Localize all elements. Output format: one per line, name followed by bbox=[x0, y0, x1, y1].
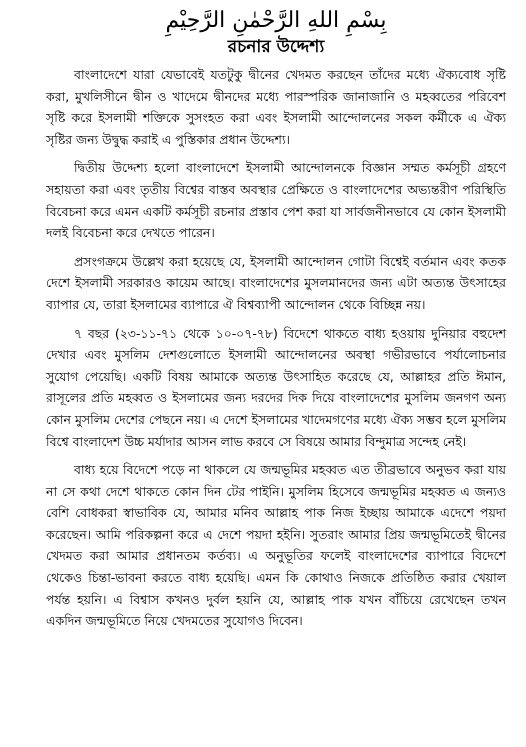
paragraph-3: প্রসংগক্রমে উল্লেখ করা হয়েছে যে, ইসলামী আন্দোলন গোটা বিশ্বেই বর্তমান এবং কতক দেশে ইসলামী সরকারও কায়েম আছে। বাংলাদেশের মুসলমানদের জন্য এটা অত্যন্ত উৎসাহের ব্যাপার যে, তারা ইসলামের ব্যাপারে ঐ বিশ্বব্যাপী আন্দোলন থেকে বিচ্ছিন্ন নয়। bbox=[46, 253, 506, 312]
bismillah-heading: بِسْمِ اللهِ الرَّحْمٰنِ الرَّحِيْمِ bbox=[165, 8, 387, 33]
paragraph-4: ৭ বছর (২৩-১১-৭১ থেকে ১০-০৭-৭৮) বিদেশে থাকতে বাধ্য হওয়ায় দুনিয়ার বহুদেশ দেখার এবং মুসলিম দেশগুলোতে ইসলামী আন্দোলনের অবস্থা গভীরভাবে পর্যালোচনার সুযোগ পেয়েছি। একটি বিষয় আমাকে অত্যন্ত উৎসাহিত করেছে যে, আল্লাহর প্রতি ঈমান, রাসূলের প্রতি মহব্বত ও ইসলামের জন্য দরদের দিক দিয়ে বাংলাদেশের মুসলিম জনগণ অন্য কোন মুসলিম দেশের পেছনে নয়। এ দেশে ইসলামের খাদেমগণের মধ্যে ঐক্য সম্ভব হলে মুসলিম বিশ্বে বাংলাদেশ উচ্চ মর্যাদার আসন লাভ করবে সে বিষয়ে আমার বিন্দুমাত্র সন্দেহ নেই। bbox=[46, 325, 506, 449]
paragraph-2: দ্বিতীয় উদ্দেশ্য হলো বাংলাদেশে ইসলামী আন্দোলনকে বিজ্ঞান সম্মত কর্মসূচী গ্রহণে সহায়তা করা এবং তৃতীয় বিশ্বের বাস্তব অবস্থার প্রেক্ষিতে ও বাংলাদেশের অভ্যন্তরীণ পরিস্থিতি বিবেচনা করে এমন একটি কর্মসূচী রচনার প্রস্তাব পেশ করা যা সার্বজনীনভাবে যে কোন ইসলামী দলই বিবেচনা করে দেখতে পারেন। bbox=[46, 160, 506, 241]
page-title: রচনার উদ্দেশ্য bbox=[227, 37, 325, 57]
paragraph-1: বাংলাদেশে যারা যেভাবেই যতটুকু দ্বীনের খেদমত করছেন তাঁদের মধ্যে ঐক্যবোধ সৃষ্টি করা, মুখলিসীনে দ্বীন ও খাদেমে দ্বীনদের মধ্যে পারস্পরিক জানাজানি ও মহব্বতের পরিবেশ সৃষ্টি করে ইসলামী শক্তিকে সুসংহত করা এবং ইসলামী আন্দোলনের সকল কর্মীকে এ ঐক্য সৃষ্টির জন্য উদ্বুদ্ধ করাই এ পুস্তিকার প্রধান উদ্দেশ্য। bbox=[46, 67, 506, 147]
paragraph-5: বাধ্য হয়ে বিদেশে পড়ে না থাকলে যে জন্মভূমির মহব্বত এত তীব্রভাবে অনুভব করা যায় না সে কথা দেশে থাকতে কোন দিন টের পাইনি। মুসলিম হিসেবে জন্মভূমির মহব্বত এ জন্যও বেশি বোধকরা স্বাভাবিক যে, আমার মনিব আল্লাহ পাক নিজ ইচ্ছায় আমাকে এদেশে পয়দা করেছেন। আমি পরিকল্পনা করে এ দেশে পয়দা হইনি। সুতরাং আমার প্রিয় জন্মভূমিতেই দ্বীনের খেদমত করা আমার প্রধানতম কর্তব্য। এ অনুভূতির ফলেই বাংলাদেশের ব্যাপারে বিদেশে থেকেও চিন্তা-ভাবনা করতে বাধ্য হয়েছি। এমন কি কোথাও নিজকে প্রতিষ্ঠিত করার খেয়াল পর্যন্ত হয়নি। এ বিশ্বাস কখনও দুর্বল হয়নি যে, আল্লাহ পাক যখন বাঁচিয়ে রেখেছেন তখন একদিন জন্মভূমিতে নিয়ে খেদমতের সুযোগও দিবেন। bbox=[46, 462, 506, 629]
